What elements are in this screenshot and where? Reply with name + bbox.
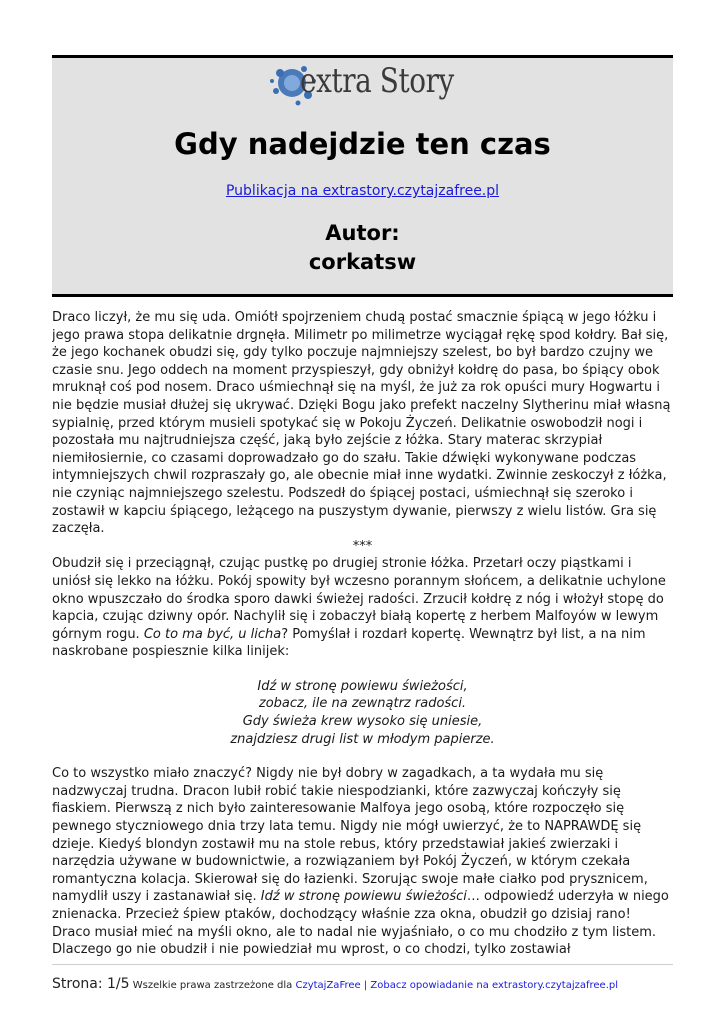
paragraph-2-text-b: ? Pomyślał i rozdarł kopertę. Wewnątrz był list, a na nim naskrobane pospiesznie kilka linijek: xyxy=(52,626,646,660)
poem-line: zobacz, ile na zewnątrz radości. xyxy=(258,696,467,712)
page-number: Strona: 1/5 xyxy=(52,976,130,992)
paragraph-1: Draco liczył, że mu się uda. Omiótł spojrzeniem chudą postać smacznie śpiącą w jego łóżku i jego prawa stopa delikatnie drgnęła. Milimetr po milimetrze wyciągał rękę spod kołdry. Bał się, że jego kochanek obudzi się, gdy tylko poczuje najmniejszy szelest, bo był bardzo czujny we czasie snu. Jego oddech na moment przyspieszył, gdy obniżył kołdrę do pasa, bo śpiący obok mruknął coś pod nosem. Draco uśmiechnął się na myśl, że już za rok opuści mury Hogwartu i nie będzie musiał dłużej się ukrywać. Dzięki Bogu jako prefekt naczelny Slytherinu miał własną sypialnię, przed którym musieli spotykać się w Pokoju Życzeń. Delikatnie oswobodził nogi i pozostała mu najtrudniejsza część, jaką było zejście z łóżka. Stary materac skrzypiał niemiłosiernie, co czasami doprowadzało go do szału. Takie dźwięki wykonywane podczas intymniejszych chwil rozpraszały go, ale obecnie miał inne wydatki. Zwinnie zeskoczył z łóżka, nie czyniąc najmniejszego szelestu. Podszedł do śpiącej postaci, uśmiechnął się szeroko i zostawił w kapciu śpiącego, leżącego na puszystym dywanie, pierwszy z wielu listów. Gra się zaczęła. xyxy=(52,310,671,537)
poem xyxy=(52,678,673,748)
paragraph-3-text-b: … odpowiedź uderzyła w niego znienacka. Przecież śpiew ptaków, dochodzący właśnie zza okna, obudził go dzisiaj rano! Draco musiał mieć na myśli okno, ale to nadal nie wyjaśniało, o co mu chodziło z tym listem. Dlaczego go nie obudził i nie powiedział mu wprost, o co chodzi, tylko zostawiał xyxy=(52,889,669,958)
paragraph-2 xyxy=(52,555,673,661)
paragraph-3-text-a: Co to wszystko miało znaczyć? Nigdy nie był dobry w zagadkach, a ta wydała mu się nadzwyczaj trudna. Dracon lubił robić takie niespodzianki, które zazwyczaj kończyły się fiaskiem. Pierwszą z nich było zainteresowanie Malfoya jego osobą, które rozpoczęło się pewnego styczniowego dnia trzy lata temu. Nigdy nie mógł uwierzyć, że to NAPRAWDĘ się dzieje. Kiedyś blondyn zostawił mu na stole rebus, który przedstawiał jakieś zwierzaki i narzędzia używane w budownictwie, a rozwiązaniem był Pokój Życzeń, w którym czekała romantyczna kolacja. Skierował się do łazienki. Szorując swoje małe ciałko pod prysznicem, namydlił uszy i zastanawiał się. xyxy=(52,766,648,905)
poem-line: znajdziesz drugi list w młodym papierze. xyxy=(230,731,495,747)
paragraph-3-italic: Idź w stronę powiewu świeżości xyxy=(260,889,467,905)
scene-separator: *** xyxy=(352,538,373,554)
story-link[interactable]: Zobacz opowiadanie na extrastory.czytajzafree.pl xyxy=(370,980,619,991)
site-link[interactable]: CzytajZaFree xyxy=(295,980,361,991)
publication-link[interactable]: Publikacja na extrastory.czytajzafree.pl xyxy=(225,183,500,199)
story-content xyxy=(52,309,673,963)
footer xyxy=(52,975,692,995)
poem-line: Gdy świeża krew wysoko się uniesie, xyxy=(242,714,483,730)
footer-divider xyxy=(52,964,673,965)
story-title: Gdy nadejdzie ten czas xyxy=(174,127,551,161)
poem-line: Idź w stronę powiewu świeżości, xyxy=(257,678,468,694)
paragraph-3 xyxy=(52,765,673,959)
footer-divider-glyph: | xyxy=(363,980,368,991)
logo-text: extra Story xyxy=(300,61,454,101)
paragraph-2-italic: Co to ma być, u licha xyxy=(143,626,282,642)
rights-text: Wszelkie prawa zastrzeżone dla xyxy=(132,980,293,991)
author-name: corkatsw xyxy=(308,250,417,274)
author-label: Autor: xyxy=(325,221,400,245)
paragraph-2-text-a: Obudził się i przeciągnął, czując pustkę po drugiej stronie łóżka. Przetarł oczy piąstkami i uniósł się lekko na łóżku. Pokój spowity był wczesno porannym słońcem, a delikatnie uchylone okno wpuszczało do środka sporo dawki świeżej radości. Zrzucił kołdrę z nóg i włożył stopę do kapcia, czując dziwny opór. Nachylił się i zobaczył białą kopertę z herbem Malfoyów w lewym górnym rogu. xyxy=(52,556,666,642)
